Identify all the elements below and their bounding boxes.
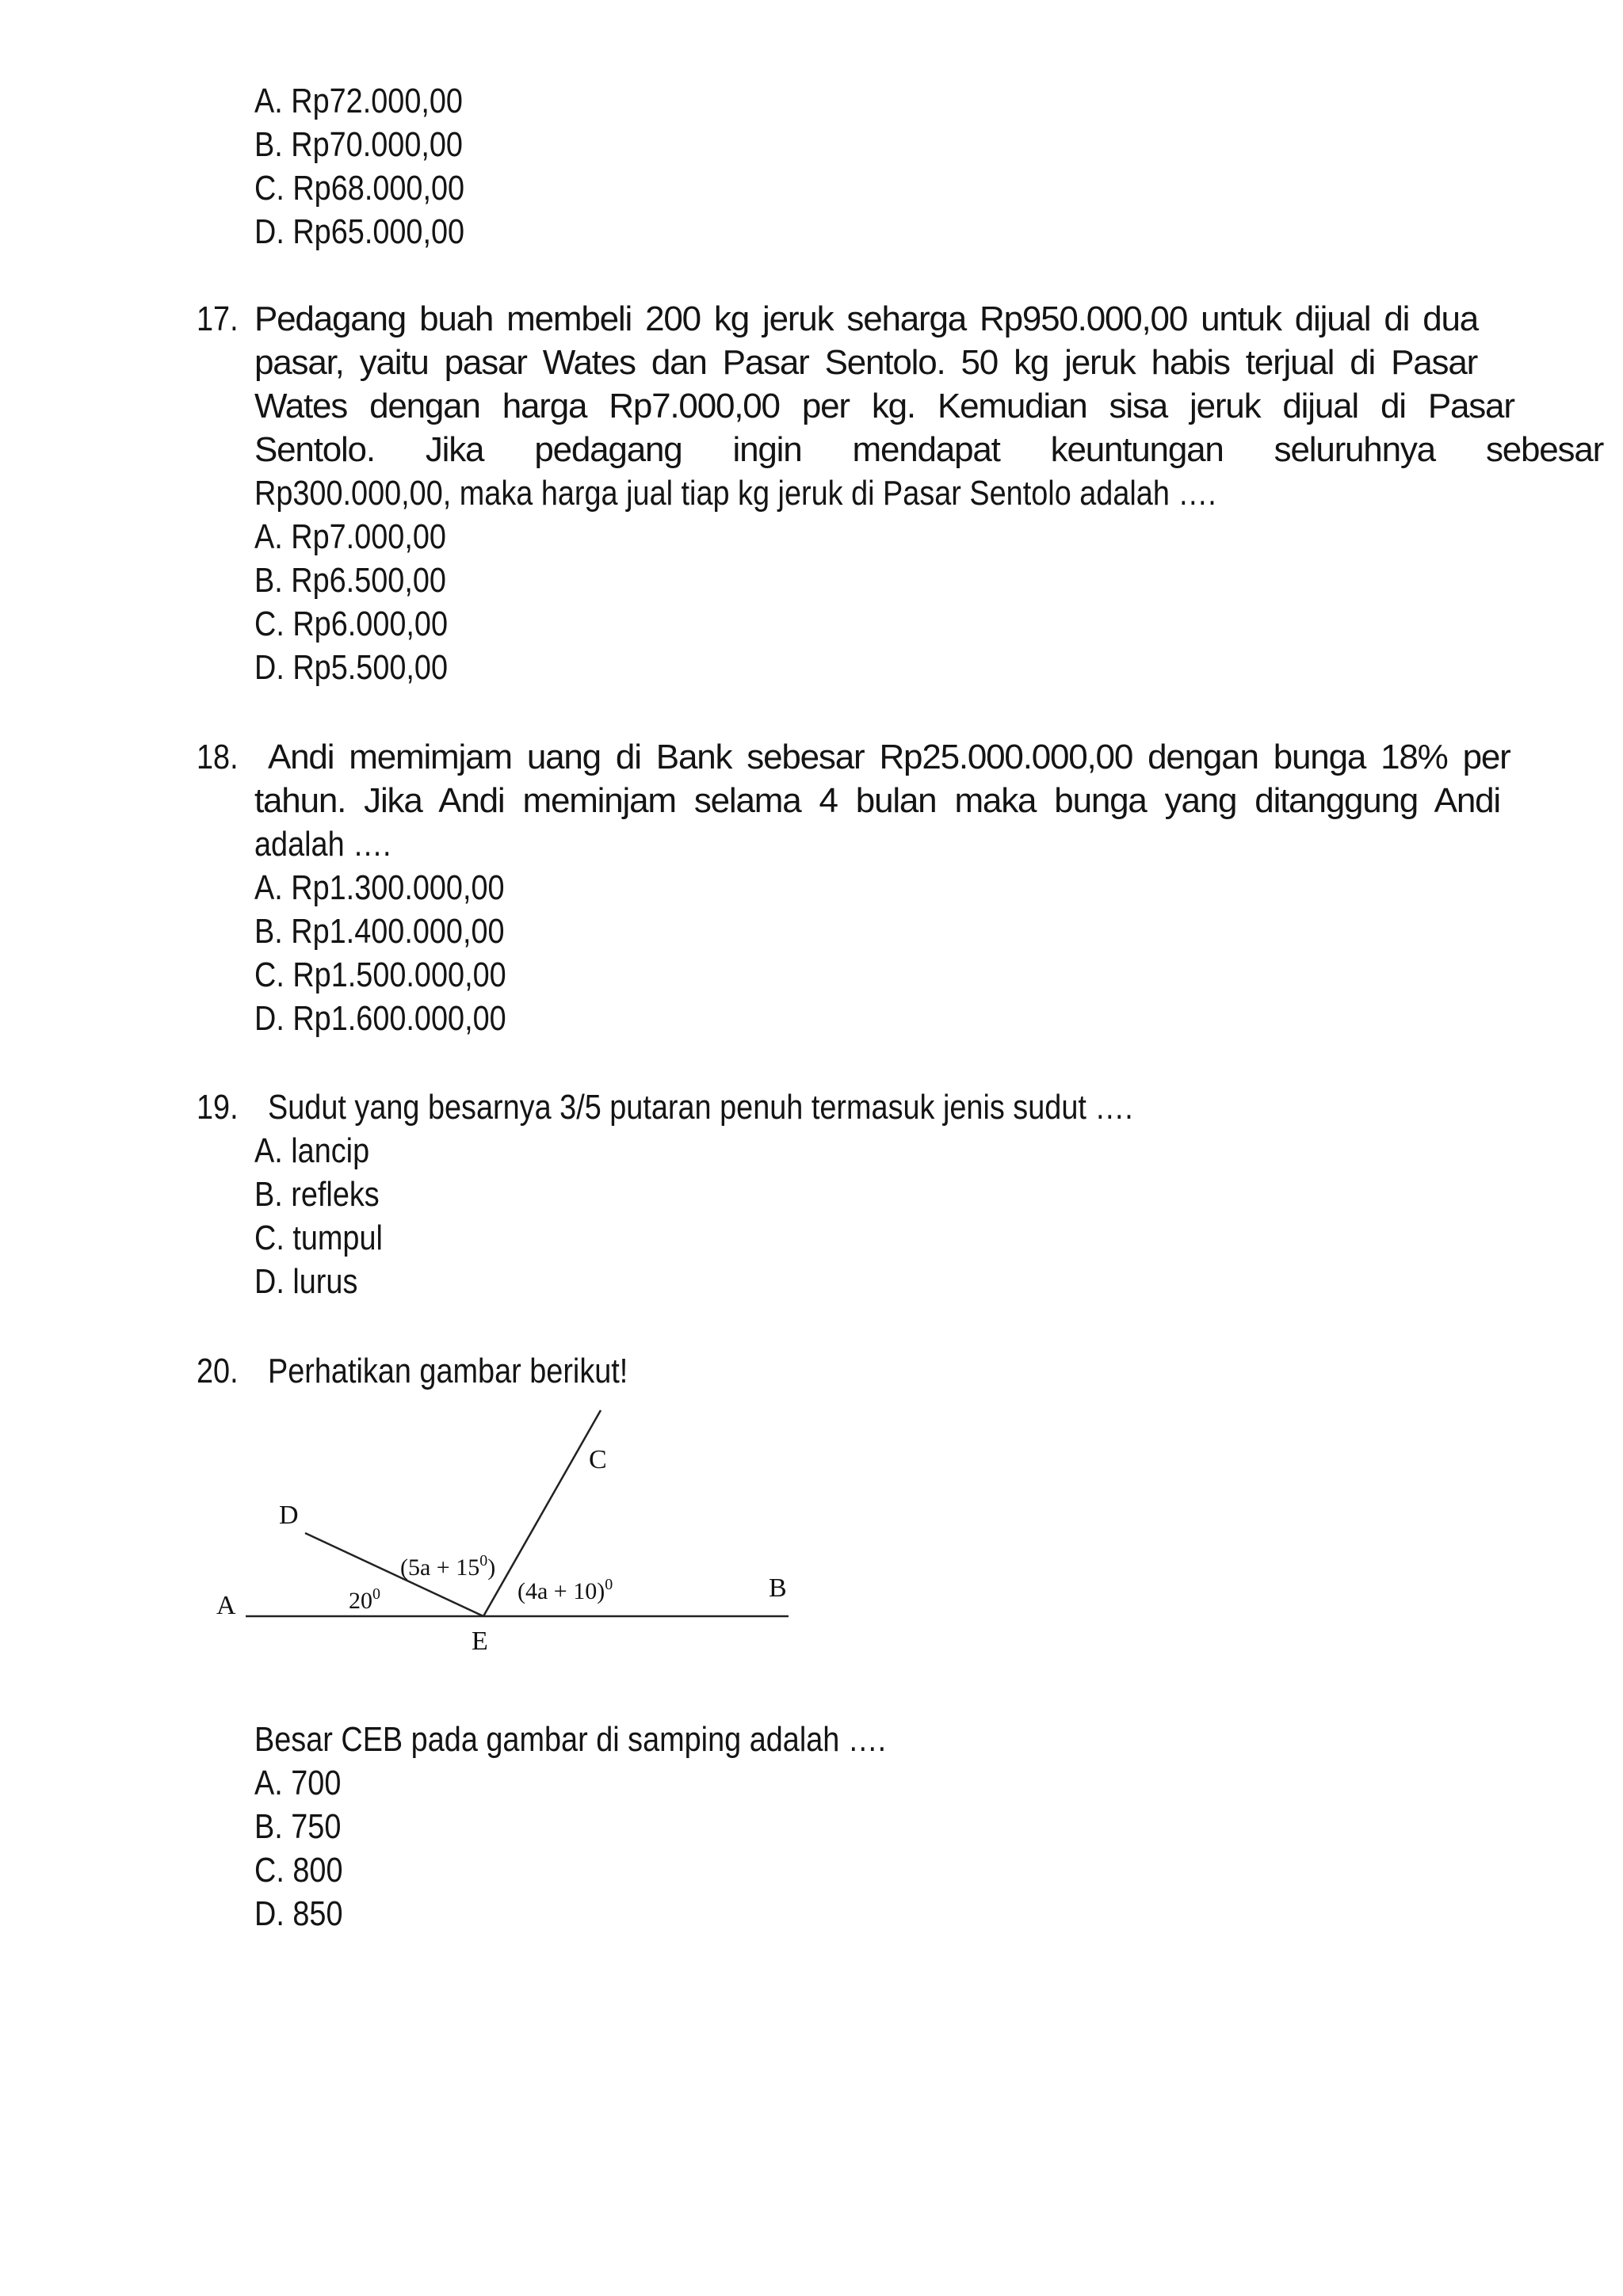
q17-line-1: Pedagang buah membeli 200 kg jeruk seharga Rp950.000,00 untuk dijual di dua (254, 299, 1479, 338)
q20-option-b: B. 750 (254, 1807, 342, 1846)
q16-option-d: D. Rp65.000,00 (254, 212, 465, 251)
q20-option-c: C. 800 (254, 1851, 343, 1890)
q20-question: Besar CEB pada gambar di samping adalah …. (254, 1720, 887, 1759)
label-b: B (769, 1573, 787, 1603)
q17-option-a: A. Rp7.000,00 (254, 517, 446, 556)
label-e: E (472, 1627, 488, 1656)
q17-line-4: Sentolo. Jika pedagang ingin mendapat keuntungan seluruhnya sebesar (254, 430, 1604, 469)
q20-option-a: A. 700 (254, 1764, 342, 1802)
q19-text: Sudut yang besarnya 3/5 putaran penuh termasuk jenis sudut …. (268, 1088, 1133, 1127)
angle-aed-label (349, 1585, 380, 1614)
q18-line-1: Andi memimjam uang di Bank sebesar Rp25.000.000,00 dengan bunga 18% per (268, 738, 1510, 776)
q17-option-d: D. Rp5.500,00 (254, 648, 449, 687)
q19-option-c: C. tumpul (254, 1219, 383, 1257)
q18-option-c: C. Rp1.500.000,00 (254, 955, 506, 994)
q18-option-b: B. Rp1.400.000,00 (254, 912, 505, 951)
q18-number: 18. (197, 738, 239, 776)
q16-option-c: C. Rp68.000,00 (254, 169, 465, 208)
angle-ceb-label (517, 1576, 613, 1604)
angle-aed-value: 20 (349, 1588, 372, 1614)
q18-line-2: tahun. Jika Andi meminjam selama 4 bulan maka bunga yang ditanggung Andi (254, 781, 1500, 820)
label-c: C (589, 1445, 607, 1474)
angle-figure (202, 1406, 812, 1668)
angle-ceb-degree: 0 (605, 1576, 613, 1593)
q16-option-b: B. Rp70.000,00 (254, 125, 463, 164)
q19-option-d: D. lurus (254, 1262, 358, 1301)
q20-option-d: D. 850 (254, 1894, 343, 1933)
q17-option-b: B. Rp6.500,00 (254, 561, 446, 600)
angle-dec-label (400, 1552, 495, 1581)
angle-dec-degree: 0 (479, 1552, 488, 1569)
angle-aed-degree: 0 (372, 1585, 380, 1603)
q20-number: 20. (197, 1352, 239, 1390)
angle-ceb-value: (4a + 10) (517, 1578, 605, 1604)
q19-number: 19. (197, 1088, 239, 1127)
angle-diagram (202, 1406, 812, 1668)
q17-line-3: Wates dengan harga Rp7.000,00 per kg. Kemudian sisa jeruk dijual di Pasar (254, 387, 1514, 425)
q17-line-2: pasar, yaitu pasar Wates dan Pasar Sentolo. 50 kg jeruk habis terjual di Pasar (254, 343, 1478, 382)
label-d: D (279, 1501, 299, 1530)
label-a: A (216, 1591, 236, 1620)
q16-option-a: A. Rp72.000,00 (254, 82, 463, 120)
q17-number: 17. (197, 299, 239, 338)
q18-option-a: A. Rp1.300.000,00 (254, 868, 505, 907)
q20-text: Perhatikan gambar berikut! (268, 1352, 628, 1390)
q19-option-b: B. refleks (254, 1175, 380, 1214)
q18-line-3: adalah …. (254, 825, 391, 864)
angle-dec-value: (5a + 15 (400, 1554, 480, 1581)
q19-option-a: A. lancip (254, 1131, 370, 1170)
q17-line-5: Rp300.000,00, maka harga jual tiap kg jeruk di Pasar Sentolo adalah …. (254, 474, 1216, 513)
q17-option-c: C. Rp6.000,00 (254, 605, 449, 643)
angle-dec-close: ) (487, 1554, 496, 1581)
q18-option-d: D. Rp1.600.000,00 (254, 999, 506, 1038)
